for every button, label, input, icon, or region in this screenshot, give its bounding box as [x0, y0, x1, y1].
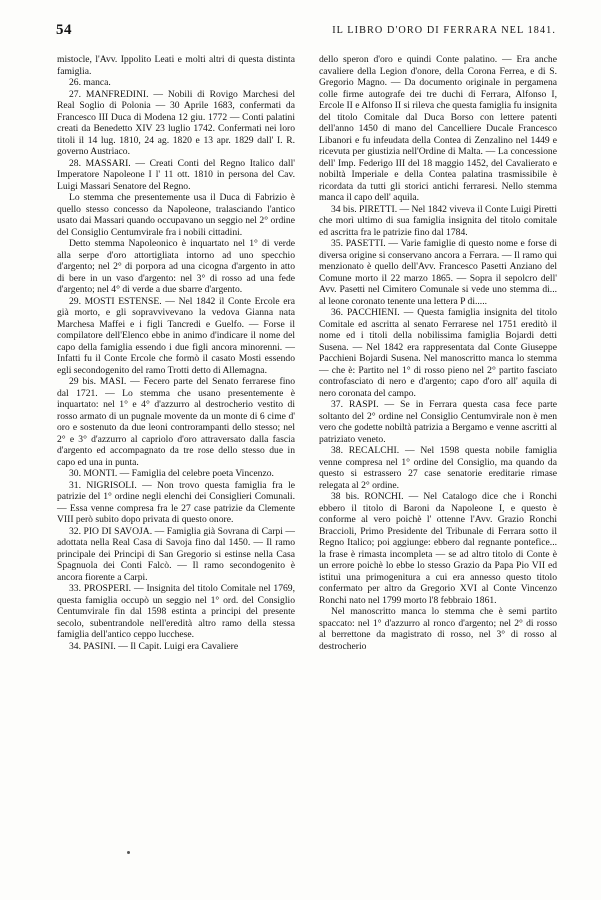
paragraph: 27. MANFREDINI. — Nobili di Rovigo Marchesi del Real Soglio di Polonia — 30 Aprile 1683, confermati da Francesco III Duca di Modena 12 giu. 1772 — Conti palatini creati da Benedetto XIV 23 luglio 1742. Confermati nei loro titoli il 14 lug. 1810, 24 ag. 1820 e 13 apr. 1829 dall' I. R. governo Austriaco. — [57, 88, 295, 157]
paragraph: 34 bis. PIRETTI. — Nel 1842 viveva il Conte Luigi Piretti che morì ultimo di sua famiglia insignita del titolo comitale ed ascritta fra le patrizie fino dal 1784. — [319, 203, 557, 238]
paragraph: 28. MASSARI. — Creati Conti del Regno Italico dall' Imperatore Napoleone I l' 11 ott. 1810 in persona del Cav. Luigi Massari Senatore del Regno. — [57, 157, 295, 192]
ink-speck — [127, 851, 130, 854]
paragraph: dello speron d'oro e quindi Conte palatino. — Era anche cavaliere della Legion d'onore, della Corona Ferrea, e di S. Gregorio Magno. — Da documento originale in pergamena colle firme autografe dei tre duchi di Ferrara, Alfonso I, Ercole II e Alfonso II si rileva che questa famiglia fu insignita del titolo Comitale dal Duca Borso con lettere patenti dell'anno 1450 di mano del Cancelliere Ducale Francesco Libanori e fu infeudata della Contea di Zenzalino nel 1449 e ricevuta per giustizia nell'Ordine di Malta. — La concessione dell' Imp. Federigo III del 18 maggio 1452, del Cavalierato e nobiltà Imperiale e della Contea palatina trasmissibile è ricordata da tutti gli storici antichi ferraresi. Nello stemma manca il capo dell' aquila. — [319, 54, 557, 203]
running-title: IL LIBRO D'ORO DI FERRARA NEL 1841. — [332, 25, 556, 36]
paragraph: 29 bis. MASI. — Fecero parte del Senato ferrarese fino dal 1721. — Lo stemma che usano presentemente è inquartato: nel 1° e 4° d'azzurro al destrocherio vestito di rosso armato di un pugnale movente da un monte di 6 cime d' oro e sostenuto da due leoni controrampanti dello stesso; nel 2° e 3° d'azzurro al capriolo d'oro attraversato dalla fascia d'argento ed accompagnato da tre rose dello stesso due in capo ed una in punta. — [57, 376, 295, 468]
paragraph: 38 bis. RONCHI. — Nel Catalogo dice che i Ronchi ebbero il titolo di Baroni da Napoleone I, e questo è conforme al vero poichè l' ottenne l'Avv. Grazio Ronchi Braccioli, Primo Presidente del Tribunale di Ferrara sotto il Regno Italico; poi aggiunge: ebbero dal regnante pontefice... la frase è rimasta incompleta — se ad altro titolo di Conte è un errore poichè lo ebbe lo stesso Grazio da Papa Pio VII ed istituì una primogenitura a cui era annesso questo titolo confermato per altro da Gregorio XVI al Conte Vincenzo Ronchi nato nel 1799 morto l'8 febbraio 1861. — [319, 491, 557, 606]
right-column — [319, 54, 557, 652]
paragraph: 29. MOSTI ESTENSE. — Nel 1842 il Conte Ercole era già morto, e gli sopravvivevano la vedova Gianna nata Marchesa Maffei e i figli Tancredi e Guelfo. — Forse il compilatore dell'Elenco ebbe in animo d'indicare il nome del capo della famiglia essendo i due figli ancora minorenni. — Infatti fu il Conte Ercole che formò il casato Mosti essendo egli secondogenito del ramo Trotti detto di Allemagna. — [57, 295, 295, 376]
paragraph: Nel manoscritto manca lo stemma che è semi partito spaccato: nel 1° d'azzurro al ronco d'argento; nel 2° di rosso al berrettone da magistrato di rosso, nel 3° di rosso al destrocherio — [319, 606, 557, 652]
paragraph: mistocle, l'Avv. Ippolito Leati e molti altri di questa distinta famiglia. — [57, 54, 295, 77]
paragraph: 35. PASETTI. — Varie famiglie di questo nome e forse di diversa origine si conservano ancora a Ferrara. — Il ramo qui menzionato è quello dell'Avv. Francesco Pasetti Anziano del Comune morto il 22 marzo 1865. — Sopra il sepolcro dell' Avv. Pasetti nel Cimitero Comunale si vede uno stemma di... al leone coronato tenente una lettera P di..... — [319, 238, 557, 307]
paragraph: 32. PIO DI SAVOJA. — Famiglia già Sovrana di Carpi — adottata nella Real Casa di Savoja fino dal 1450. — Il ramo principale dei Principi di San Gregorio si estinse nella Casa Spagnuola dei Conti Falcò. — Il ramo secondogenito è ancora fiorente a Carpi. — [57, 525, 295, 583]
paragraph: 36. PACCHIENI. — Questa famiglia insignita del titolo Comitale ed ascritta al senato Ferrarese nel 1751 ereditò il nome ed i titoli della nobilissima famiglia Bojardi detti Susena. — Nel 1842 era rappresentata dal Conte Giuseppe Pacchieni Bojardi Susena. Nel manoscritto manca lo stemma — che è: Partito nel 1° di rosso pieno nel 2° partito fasciato controfasciato di nero e d'argento; capo d'oro all' aquila di nero coronata del campo. — [319, 307, 557, 399]
paragraph: Detto stemma Napoleonico è inquartato nel 1° di verde alla serpe d'oro attortigliata intorno ad uno specchio d'argento; nel 2° di porpora ad una cicogna d'argento in atto di bere in un vaso d'argento: nel 3° di rosso ad una fede d'argento; nel 4° di verde a due sbarre d'argento. — [57, 238, 295, 295]
left-column — [57, 54, 295, 652]
page-number: 54 — [56, 22, 72, 38]
paragraph: 38. RECALCHI. — Nel 1598 questa nobile famiglia venne compresa nel 1° ordine del Consiglio, ma quando da questo si estrassero 27 case senatorie ereditarie rimase relegata al 2° ordine. — [319, 445, 557, 491]
paragraph: 37. RASPI. — Se in Ferrara questa casa fece parte soltanto del 2° ordine nel Consiglio Centumvirale non è men vero che godette nobiltà patrizia a Bergamo e venne ascritti al patriziato veneto. — [319, 399, 557, 445]
paragraph: Lo stemma che presentemente usa il Duca di Fabrizio è quello stesso concesso da Napoleone, tralasciando l'antico usato dai Massari quando occupavano un seggio nel 2° ordine del Consiglio Centumvirale fra i nobili cittadini. — [57, 192, 295, 238]
paragraph: 30. MONTI. — Famiglia del celebre poeta Vincenzo. — [69, 468, 274, 479]
paragraph: 34. PASINI. — Il Capit. Luigi era Cavaliere — [69, 640, 239, 652]
page-header — [56, 22, 556, 42]
paragraph: 33. PROSPERI. — Insignita del titolo Comitale nel 1769, questa famiglia occupò un seggio nel 1° ord. del Consiglio Centumvirale fin dal 1598 estinta a principi del presente secolo, subentrandole nell'eredità altro ramo della stessa famiglia dell'antico ceppo lucchese. — [57, 583, 295, 640]
paragraph: 31. NIGRISOLI. — Non trovo questa famiglia fra le patrizie del 1° ordine negli elenchi dei Consiglieri Comunali. — Essa venne compresa fra le 27 case patrizie da Clemente VIII però subito dopo privata di questo onore. — [57, 479, 295, 525]
paragraph: 26. manca. — [69, 77, 111, 88]
